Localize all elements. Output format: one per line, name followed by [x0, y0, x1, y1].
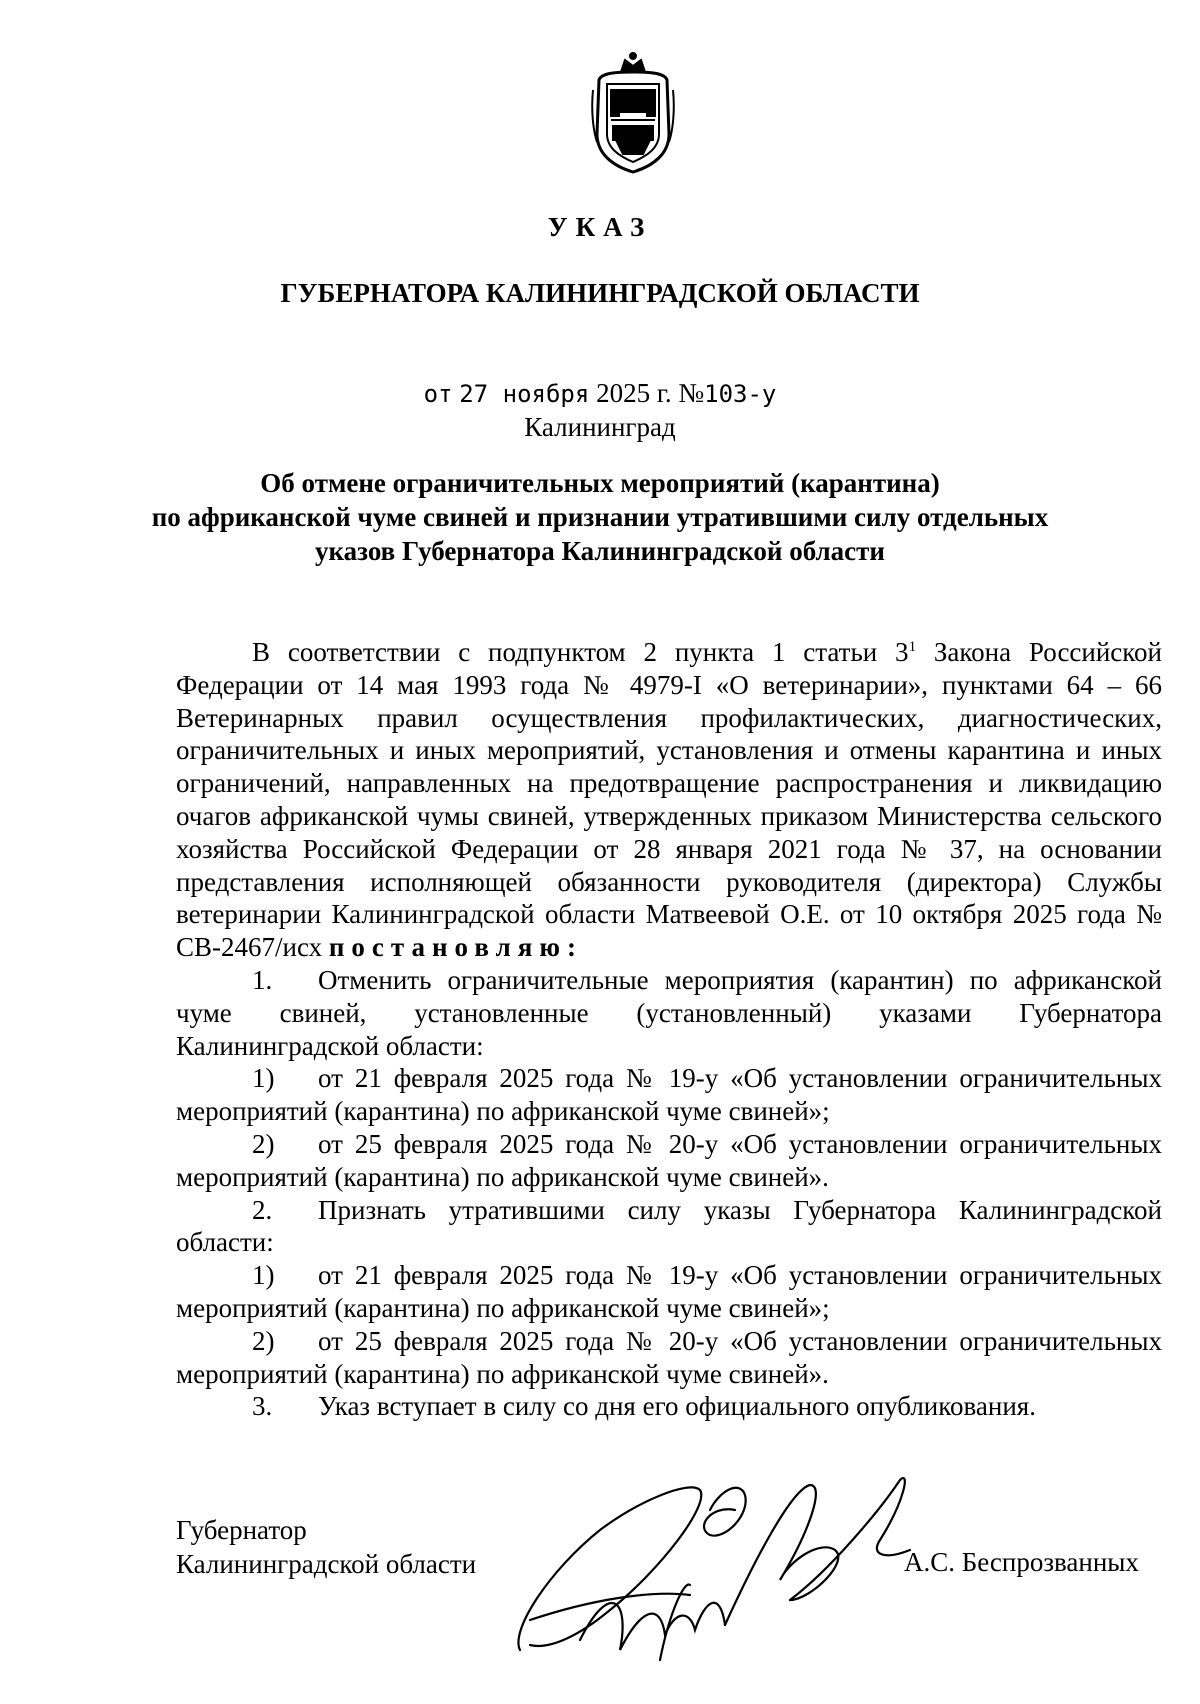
position-line: Губернатор [176, 1515, 307, 1545]
item-text: Указ вступает в силу со дня его официального опубликования. [318, 1391, 1036, 1422]
subitem-text: от 21 февраля 2025 года № 19-у «Об установлении ограничительных мероприятий (карантина) по африканской чуме свиней»; [176, 1063, 1162, 1127]
heading-line: Об отмене ограничительных мероприятий (карантина) [260, 468, 940, 498]
subitem-text: от 21 февраля 2025 года № 19-у «Об установлении ограничительных мероприятий (карантина) по африканской чуме свиней»; [176, 1260, 1162, 1323]
subitem-text: от 25 февраля 2025 года № 20-у «Об установлении ограничительных мероприятий (карантина) по африканской чуме свиней». [176, 1325, 1162, 1389]
superscript: 1 [908, 639, 917, 655]
preamble-text: Закона Российской Федерации от 14 мая 1993 года № 4979-I «О ветеринарии», пунктами 64 – 66 Ветеринарных правил осуществления профилактических, диагностических, ограничительных и иных мероприятий, установления и отмены карантина и иных ограничений, направленных на предотвращение распространения и ликвидацию очагов африканской чумы свиней, утвержденных приказом Министерства сельского хозяйства Российской Федерации от 28 января 2021 года № 37, на основании представления исполняющей обязанности руководителя (директора) Службы ветеринарии Калининградской области Матвеевой О.Е. от 10 октября 2025 года № СВ-2467/исх [176, 637, 1162, 963]
item-number: 3. [252, 1391, 273, 1422]
subitem-number: 2) [252, 1325, 275, 1356]
document-body [176, 636, 1162, 1423]
signatory-position [176, 1513, 476, 1581]
item-number: 2. [252, 1194, 273, 1225]
document-title: УКАЗ [547, 212, 653, 242]
date-value: 27 ноября [459, 380, 590, 408]
city: Калининград [524, 412, 676, 442]
heading-line: по африканской чуме свиней и признании утратившими силу отдельных [151, 502, 1049, 532]
position-line: Калининградской области [176, 1549, 477, 1579]
year-value: 2025 г. [596, 378, 672, 408]
date-prefix: от [423, 380, 453, 408]
item-text: Признать утратившими силу указы Губернатора Калининградской области: [176, 1194, 1162, 1258]
list-subitem [176, 1128, 1162, 1194]
list-subitem [176, 1062, 1162, 1128]
decree-number: 103-у [704, 380, 777, 408]
coat-of-arms-emblem [591, 50, 675, 174]
list-subitem [176, 1325, 1162, 1391]
item-text: Отменить ограничительные мероприятия (карантин) по африканской чуме свиней, установленные (установленный) указами Губернатора Калининградской области: [176, 964, 1162, 1061]
signatory-name: А.С. Беспрозванных [904, 1547, 1139, 1577]
list-item [176, 1390, 1162, 1423]
decree-word: постановляю: [328, 932, 583, 963]
date-line [0, 378, 1200, 409]
list-item [176, 964, 1162, 1062]
document-heading [150, 466, 1050, 568]
document-subtitle: ГУБЕРНАТОРА КАЛИНИНГРАДСКОЙ ОБЛАСТИ [280, 278, 920, 308]
handwritten-signature [490, 1450, 940, 1690]
subitem-text: от 25 февраля 2025 года № 20-у «Об установлении ограничительных мероприятий (карантина) по африканской чуме свиней». [176, 1128, 1162, 1192]
preamble-text: В соответствии с подпунктом 2 пункта 1 статьи 3 [252, 637, 909, 667]
subitem-number: 1) [252, 1260, 275, 1291]
item-number: 1. [252, 964, 273, 995]
list-item [176, 1194, 1162, 1260]
number-label: № [678, 378, 705, 408]
heading-line: указов Губернатора Калининградской области [314, 536, 885, 566]
subitem-number: 1) [252, 1063, 275, 1094]
list-subitem [176, 1259, 1162, 1325]
preamble-paragraph [176, 636, 1162, 964]
subitem-number: 2) [252, 1128, 275, 1159]
